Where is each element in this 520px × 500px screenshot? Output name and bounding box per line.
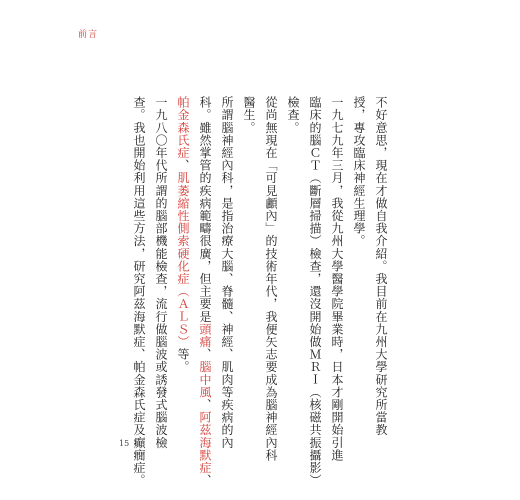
text-column [260,96,282,462]
text-segment: 、 [198,398,212,412]
text-segment: 一九七九年三月，我從九州大學醫學院畢業時，日本才剛開始引進 [330,96,344,462]
text-segment: 授，專攻臨床神經生理學。 [352,96,366,248]
text-column [370,96,392,437]
text-column [194,96,216,487]
text-segment: 、 [176,159,190,172]
text-column [304,96,326,487]
text-segment: 所謂腦神經內科，是指治療大腦、脊髓、神經、肌肉等疾病的內 [220,96,234,449]
text-column [128,96,150,487]
text-segment: 、 [198,348,212,361]
text-segment: 醫生。 [242,96,256,134]
section-header: 前言 [78,30,99,40]
text-column [282,96,304,426]
text-segment: 科。雖然掌管的疾病範疇很廣，但主要是 [198,96,212,323]
text-column [326,96,348,462]
body-text [128,96,392,487]
text-column [150,96,172,449]
text-segment: 不好意思，現在才做自我介紹。我目前在九州大學研究所當教 [374,96,388,437]
text-segment: 檢查。 [286,96,300,134]
text-column [238,96,260,426]
text-column [348,96,370,426]
highlighted-term: 帕金森氏症 [176,96,190,159]
text-segment: 從尚無現在「可見顱內」的技術年代，我便矢志要成為腦神經內科 [264,96,278,462]
highlighted-term: 阿茲海默症 [198,411,212,475]
text-column [216,96,238,449]
highlighted-term: 肌萎縮性側索硬化症（ＡＬＳ） [176,171,190,349]
text-segment: 查。我也開始利用這些方法，研究阿茲海默症、帕金森氏症及癲癇症。 [132,96,146,487]
text-segment: 等。 [176,348,190,374]
page-number: 15 [119,439,130,448]
text-segment: 臨床的腦ＣＴ（斷層掃描）檢查，還沒開始做ＭＲＩ（核磁共振攝影） [308,96,322,487]
text-segment: 一九八〇年代所謂的腦部機能檢查，流行做腦波或誘發式腦波檢 [154,96,168,449]
highlighted-term: 頭痛 [198,322,212,349]
highlighted-term: 腦中風 [198,360,212,399]
text-segment: 、 [198,474,212,487]
text-column [172,96,194,426]
